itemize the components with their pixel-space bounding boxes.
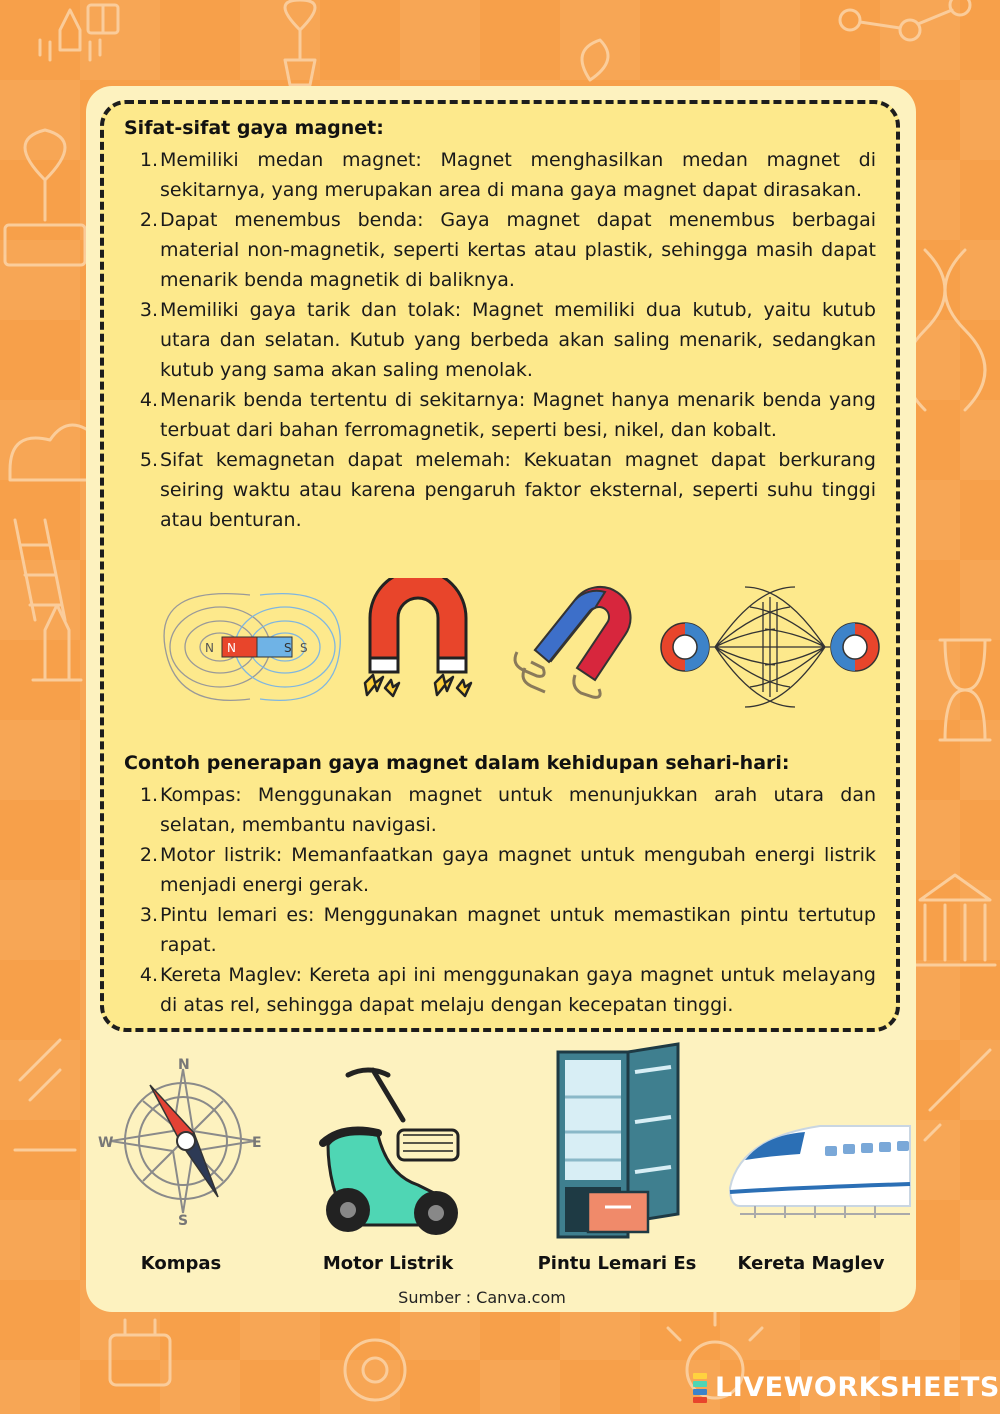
- electric-scooter-icon: [318, 1055, 468, 1240]
- list-item: 4. Kereta Maglev: Kereta api ini menggunakan gaya magnet untuk melayang di atas rel, sehingga dapat melaju dengan kecepatan tinggi.: [139, 964, 876, 1016]
- pipette-icon: [925, 1050, 990, 1140]
- dna-icon: [905, 250, 985, 410]
- sprout-icon: [5, 130, 85, 265]
- north-label: N: [227, 641, 236, 655]
- compass-east: E: [252, 1135, 262, 1151]
- caption-pintu-lemari-es: Pintu Lemari Es: [537, 1253, 697, 1274]
- bar-magnet-field-illustration: [160, 575, 345, 720]
- applications-list: [124, 780, 876, 1020]
- caption-motor-listrik: Motor Listrik: [322, 1253, 454, 1274]
- brand-name: LIVEWORKSHEETS: [715, 1372, 1000, 1403]
- refrigerator-icon: [553, 1042, 683, 1242]
- gear-icon: [345, 1340, 405, 1400]
- magnet-with-paperclips-icon: [505, 580, 650, 710]
- source-credit: Sumber : Canva.com: [398, 1288, 566, 1307]
- list-item: 2. Motor listrik: Memanfaatkan gaya magnet untuk mengubah energi listrik menjadi energi gerak.: [139, 844, 876, 896]
- caption-kereta-maglev: Kereta Maglev: [737, 1253, 885, 1274]
- list-item: 5. Sifat kemagnetan dapat melemah: Kekuatan magnet dapat berkurang seiring waktu atau karena pengaruh faktor eksternal, seperti suhu tinggi atau benturan.: [139, 449, 876, 531]
- liveworksheets-logo[interactable]: [693, 1372, 1000, 1403]
- robot-icon: [110, 1320, 170, 1385]
- list-item: 4. Menarik benda tertentu di sekitarnya: Magnet hanya menarik benda yang terbuat dari bahan ferromagnetik, seperti besi, nikel, dan kobalt.: [139, 389, 876, 441]
- rocket-icon: [40, 10, 100, 60]
- south-label: S: [284, 641, 292, 655]
- list-item: 2. Dapat menembus benda: Gaya magnet dapat menembus berbagai material non-magnetik, seperti kertas atau plastik, sehingga masih dapat menarik benda magnetik di baliknya.: [139, 209, 876, 291]
- plant-pot-icon: [285, 0, 315, 85]
- maglev-train-icon: [725, 1110, 915, 1220]
- list-item: 1. Kompas: Menggunakan magnet untuk menunjukkan arah utara dan selatan, membantu navigasi.: [139, 784, 876, 836]
- book-icon: [88, 5, 118, 33]
- compass-west: W: [98, 1135, 114, 1151]
- section2-heading: Contoh penerapan gaya magnet dalam kehidupan sehari-hari:: [124, 752, 790, 774]
- list-item: 3. Pintu lemari es: Menggunakan magnet untuk memastikan pintu tertutup rapat.: [139, 904, 876, 956]
- compass-south: S: [178, 1213, 189, 1227]
- north-label: N: [205, 641, 214, 655]
- molecule-icon: [840, 0, 970, 40]
- compass-north: N: [178, 1057, 190, 1073]
- logo-icon: [693, 1373, 711, 1403]
- caption-kompas: Kompas: [140, 1253, 222, 1274]
- list-item: 1. Memiliki medan magnet: Magnet menghasilkan medan magnet di sekitarnya, yang merupakan area di mana gaya magnet dapat dirasakan.: [139, 149, 876, 201]
- rocket-launch-icon: [33, 605, 81, 680]
- compass-icon: [98, 1055, 268, 1227]
- leaf-icon: [582, 40, 608, 80]
- hourglass-icon: [940, 640, 990, 740]
- section1-heading: Sifat-sifat gaya magnet:: [124, 117, 384, 139]
- horseshoe-magnet-icon: [345, 578, 490, 713]
- magnetic-field-repulsion-illustration: [655, 577, 885, 722]
- building-icon: [915, 875, 995, 965]
- list-item: 3. Memiliki gaya tarik dan tolak: Magnet memiliki dua kutub, yaitu kutub utara dan selatan. Kutub yang berbeda akan saling menarik, sedangkan kutub yang sama akan saling menolak.: [139, 299, 876, 381]
- properties-list: [124, 145, 876, 535]
- south-label: S: [300, 641, 308, 655]
- microscope-icon: [15, 1040, 75, 1150]
